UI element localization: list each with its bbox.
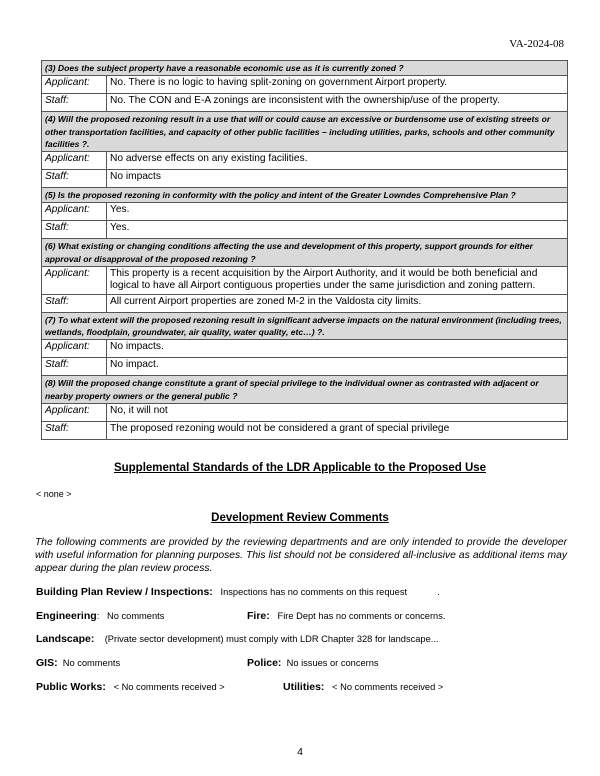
question-text: (4) Will the proposed rezoning result in a use that will or could cause an excessive or burdensome use of existing streets or other transportation facilities, and capacity of other public facilities – including utilities, parks, schools and other community facilities ?.	[42, 112, 568, 152]
question-row	[42, 112, 568, 152]
gis-text: No comments	[62, 658, 121, 668]
applicant-answer: This property is a recent acquisition by the Airport Authority, and it would be both beneficial and logical to have all Airport contiguous properties under the same jurisdiction and zoning pattern.	[107, 267, 568, 295]
question-text: (7) To what extent will the proposed rezoning result in significant adverse impacts on the natural environment (including trees, wetlands, floodplain, groundwater, air quality, water quality, etc…) ?.	[42, 312, 568, 340]
applicant-label: Applicant:	[42, 267, 107, 295]
utilities-text: < No comments received >	[332, 682, 444, 692]
staff-answer: The proposed rezoning would not be considered a grant of special privilege	[107, 421, 568, 439]
applicant-label: Applicant:	[42, 152, 107, 170]
staff-answer: Yes.	[107, 221, 568, 239]
applicant-answer: No impacts.	[107, 340, 568, 358]
engineering-colon: :	[96, 611, 100, 621]
public-works-label: Public Works:	[36, 681, 106, 693]
utilities-label: Utilities:	[283, 681, 325, 693]
building-review-text: Inspections has no comments on this request	[220, 587, 408, 597]
review-intro-paragraph: The following comments are provided by the reviewing departments and are only intended to provide the developer with useful information for planning purposes. This list should not be considered all-inclusive as additional items may appear during the plan review process.	[35, 537, 567, 574]
question-row	[42, 61, 568, 76]
public-works-text: < No comments received >	[113, 682, 225, 692]
staff-label: Staff:	[42, 358, 107, 376]
applicant-label: Applicant:	[42, 340, 107, 358]
staff-answer: No impact.	[107, 358, 568, 376]
staff-answer: All current Airport properties are zoned M-2 in the Valdosta city limits.	[107, 294, 568, 312]
question-row	[42, 188, 568, 203]
question-text: (3) Does the subject property have a reasonable economic use as it is currently zoned ?	[42, 61, 568, 76]
rezoning-questions-table	[41, 60, 568, 440]
staff-label: Staff:	[42, 294, 107, 312]
utilities-comment	[283, 681, 443, 693]
staff-label: Staff:	[42, 421, 107, 439]
staff-answer: No impacts	[107, 170, 568, 188]
staff-answer: No. The CON and E-A zonings are inconsistent with the ownership/use of the property.	[107, 94, 568, 112]
fire-comment	[247, 610, 445, 622]
engineering-comment	[36, 610, 164, 622]
engineering-label: Engineering	[36, 610, 97, 622]
question-text: (5) Is the proposed rezoning in conformity with the policy and intent of the Greater Lowndes Comprehensive Plan ?	[42, 188, 568, 203]
fire-label: Fire:	[247, 610, 270, 622]
question-text: (8) Will the proposed change constitute a grant of special privilege to the individual owner as contrasted with adjacent or nearby property owners or the general public ?	[42, 376, 568, 404]
applicant-answer: No, it will not	[107, 403, 568, 421]
gis-label: GIS:	[36, 657, 58, 669]
question-row	[42, 312, 568, 340]
applicant-label: Applicant:	[42, 403, 107, 421]
staff-label: Staff:	[42, 170, 107, 188]
staff-label: Staff:	[42, 94, 107, 112]
supplemental-standards-body: < none >	[36, 489, 72, 499]
applicant-answer: No. There is no logic to having split-zoning on government Airport property.	[107, 76, 568, 94]
landscape-comment	[36, 633, 439, 645]
applicant-label: Applicant:	[42, 76, 107, 94]
development-review-heading: Development Review Comments	[211, 512, 389, 524]
police-text: No issues or concerns	[286, 658, 379, 668]
gis-comment	[36, 657, 120, 669]
public-works-comment	[36, 681, 225, 693]
fire-text: Fire Dept has no comments or concerns.	[277, 611, 446, 621]
question-row	[42, 376, 568, 404]
applicant-label: Applicant:	[42, 203, 107, 221]
landscape-text: (Private sector development) must comply with LDR Chapter 328 for landscape...	[104, 634, 439, 644]
question-row	[42, 239, 568, 267]
building-review-trail: .	[437, 587, 440, 597]
page-number: 4	[297, 746, 303, 758]
landscape-label: Landscape:	[36, 633, 95, 645]
supplemental-standards-heading: Supplemental Standards of the LDR Applicable to the Proposed Use	[113, 462, 487, 474]
staff-label: Staff:	[42, 221, 107, 239]
police-label: Police:	[247, 657, 282, 669]
question-text: (6) What existing or changing conditions affecting the use and development of this property, support grounds for either approval or disapproval of the proposed rezoning ?	[42, 239, 568, 267]
engineering-text: No comments	[107, 611, 165, 621]
applicant-answer: No adverse effects on any existing facilities.	[107, 152, 568, 170]
police-comment	[247, 657, 379, 669]
document-id: VA-2024-08	[509, 38, 564, 50]
building-review-label: Building Plan Review / Inspections:	[36, 586, 213, 598]
building-review-comment	[36, 586, 440, 598]
applicant-answer: Yes.	[107, 203, 568, 221]
